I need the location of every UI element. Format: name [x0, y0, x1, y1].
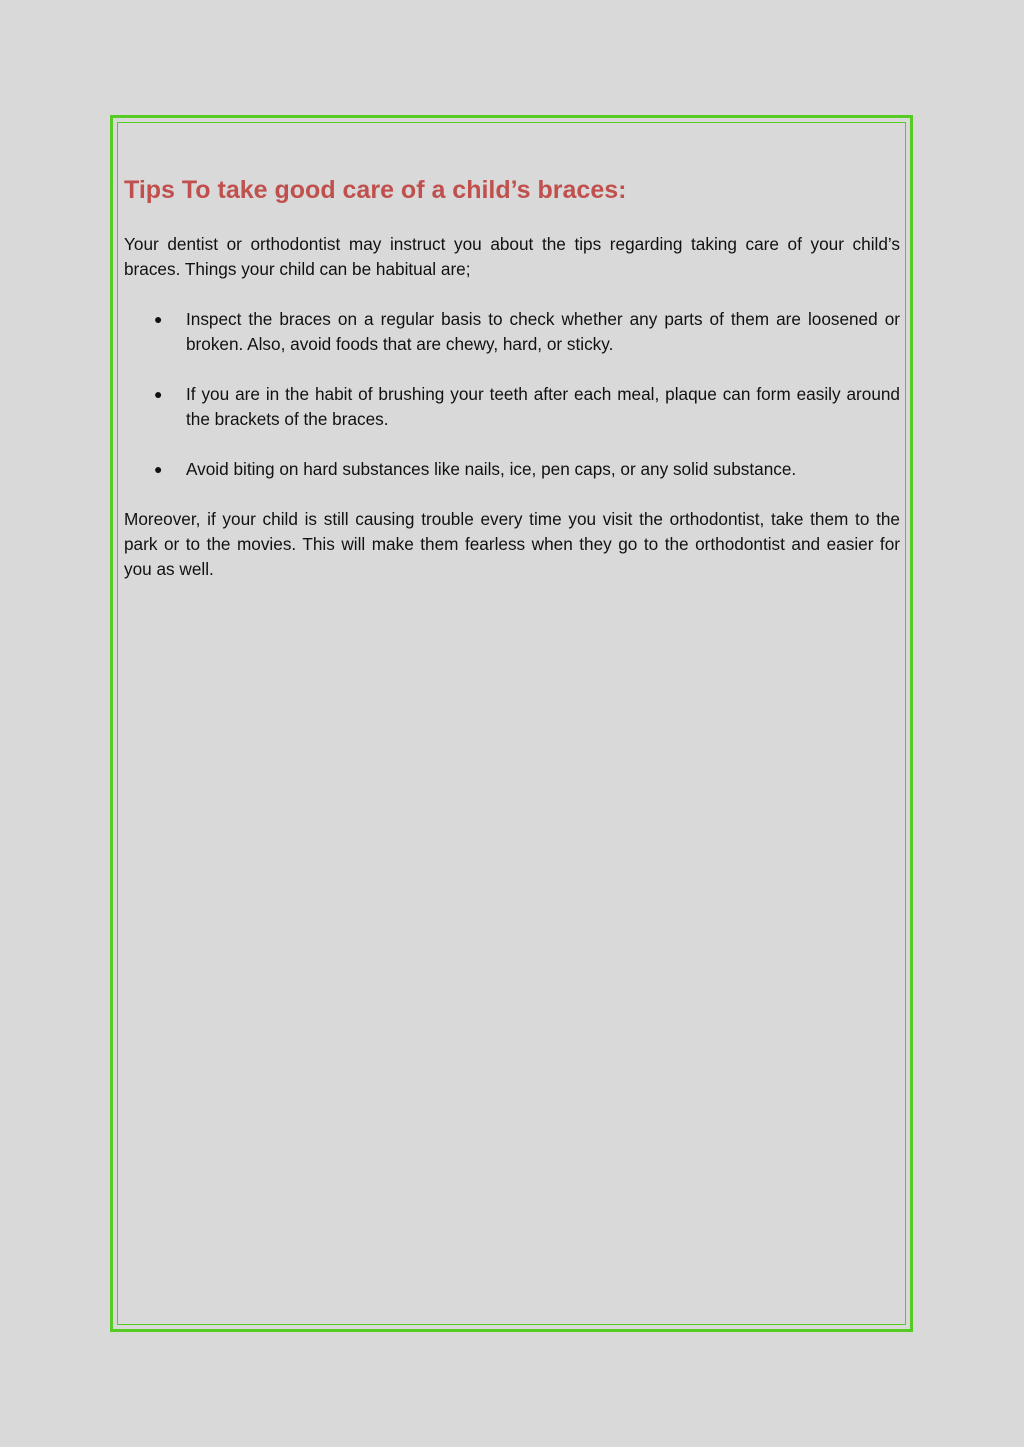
list-item-text: Inspect the braces on a regular basis to check whether any parts of them are loosened or broken. Also, avoid foods that are chewy, hard, or sticky.: [186, 309, 900, 354]
list-item: [124, 382, 900, 432]
closing-paragraph: Moreover, if your child is still causing trouble every time you visit the orthodontist, take them to the park or to the movies. This will make them fearless when they go to the orthodontist and easier for you as well.: [124, 509, 900, 579]
page-title: Tips To take good care of a child’s braces:: [124, 176, 627, 204]
list-item-text: Avoid biting on hard substances like nails, ice, pen caps, or any solid substance.: [186, 459, 797, 479]
list-item: [124, 457, 900, 482]
document-content: [124, 170, 900, 582]
bullet-icon: ●: [154, 461, 163, 477]
intro-paragraph: Your dentist or orthodontist may instruct you about the tips regarding taking care of your child’s braces. Things your child can be habitual are;: [124, 234, 900, 279]
bullet-icon: ●: [154, 386, 163, 402]
list-item: [124, 307, 900, 357]
tips-list: [124, 307, 900, 482]
bullet-icon: ●: [154, 311, 163, 327]
list-item-text: If you are in the habit of brushing your teeth after each meal, plaque can form easily around the brackets of the braces.: [186, 384, 900, 429]
